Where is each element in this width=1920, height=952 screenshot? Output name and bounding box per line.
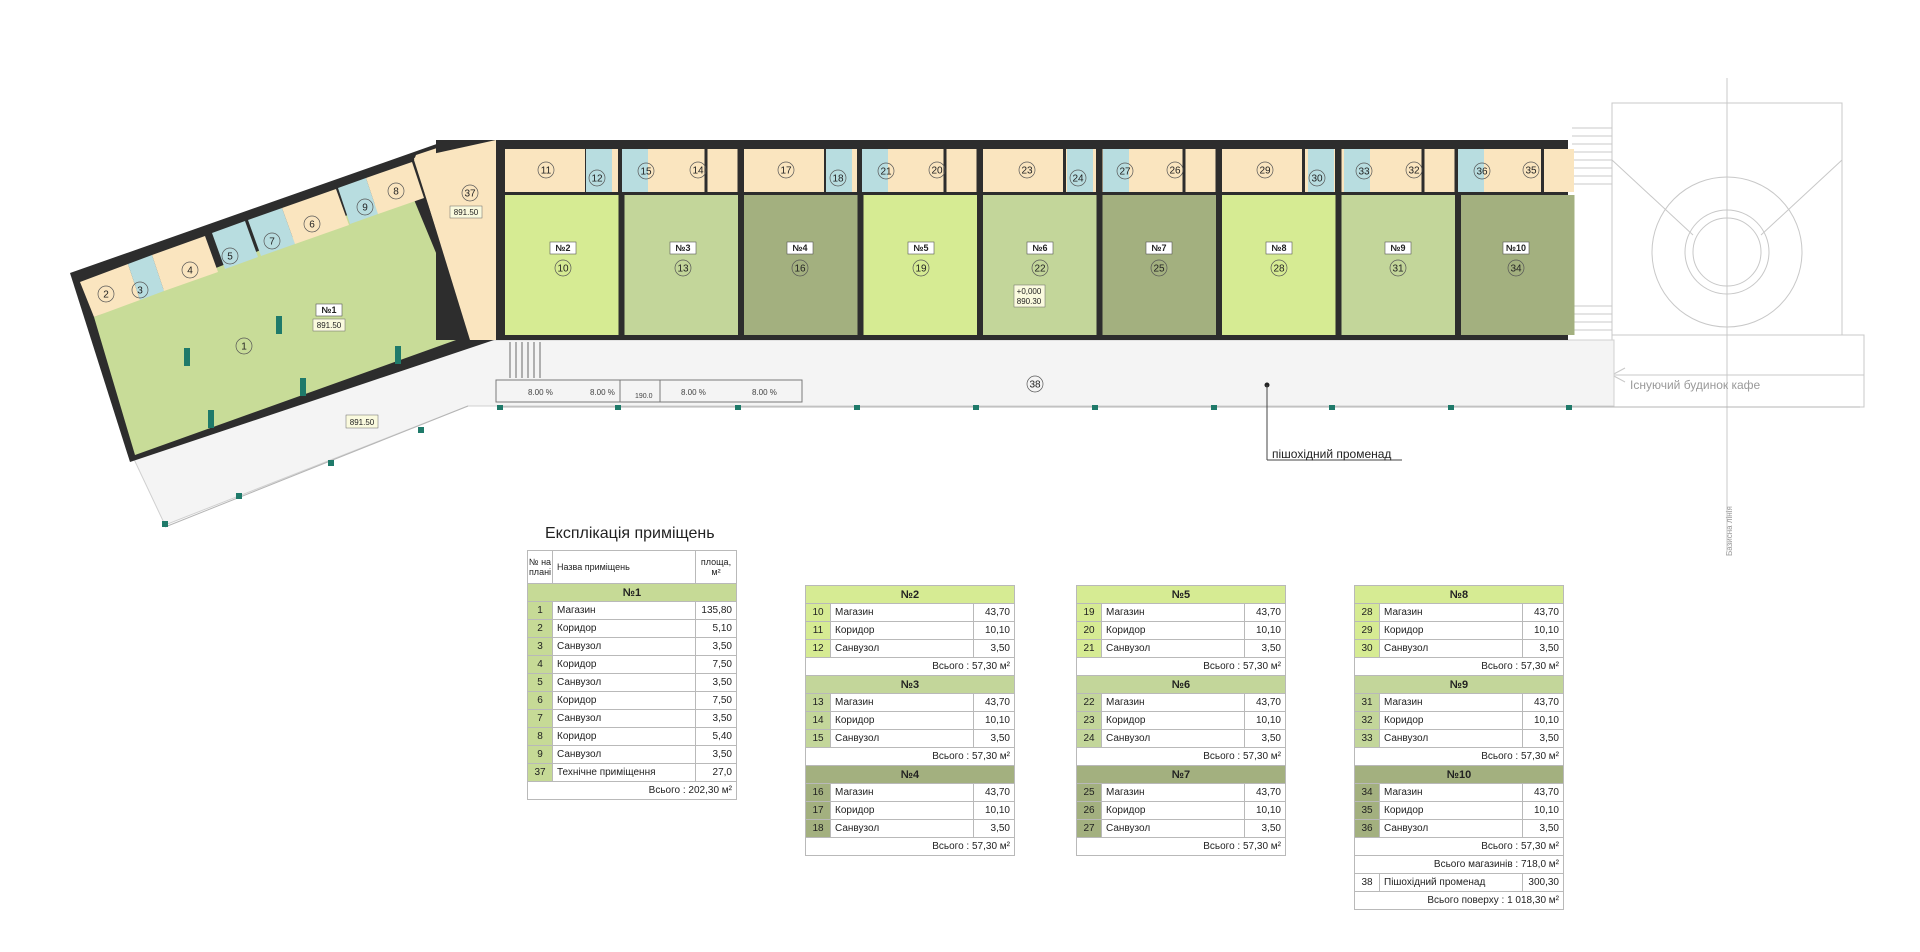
table-row — [806, 622, 1015, 640]
row-name: Магазин — [1380, 694, 1523, 712]
room-number: 25 — [1153, 263, 1165, 275]
total-row — [1355, 748, 1564, 766]
table-row — [1355, 604, 1564, 622]
unit-tag: №2 — [555, 243, 571, 253]
row-name: Санвузол — [1380, 820, 1523, 838]
row-no: 25 — [1077, 784, 1102, 802]
room-number: 5 — [227, 251, 233, 263]
room-number: 16 — [794, 263, 806, 275]
unit-tag: №1 — [321, 305, 337, 315]
row-area: 3,50 — [696, 674, 737, 692]
room-number: 10 — [557, 263, 569, 275]
row-no: 4 — [528, 656, 553, 674]
room-number: 14 — [692, 165, 704, 177]
row-area: 5,40 — [696, 728, 737, 746]
row-area: 43,70 — [1245, 604, 1286, 622]
row-name: Коридор — [1380, 802, 1523, 820]
row-no: 35 — [1355, 802, 1380, 820]
table-row — [1355, 730, 1564, 748]
row-name: Санвузол — [553, 746, 696, 764]
room-number: 27 — [1119, 166, 1131, 178]
cafe-label: Існуючий будинок кафе — [1630, 378, 1761, 392]
room-number: 29 — [1259, 165, 1271, 177]
row-name: Магазин — [831, 694, 974, 712]
table-row — [528, 746, 737, 764]
table-row — [806, 730, 1015, 748]
table-row — [1077, 622, 1286, 640]
table-row — [806, 640, 1015, 658]
unit-header: №9 — [1355, 676, 1564, 694]
row-no: 2 — [528, 620, 553, 638]
row-name: Магазин — [1380, 604, 1523, 622]
unit-tag: №8 — [1271, 243, 1287, 253]
row-name: Санвузол — [553, 638, 696, 656]
row-area: 3,50 — [696, 710, 737, 728]
unit-header-row — [528, 584, 737, 602]
table-row — [1077, 604, 1286, 622]
row-name: Санвузол — [553, 710, 696, 728]
row-name: Магазин — [1380, 784, 1523, 802]
unit-header: №6 — [1077, 676, 1286, 694]
row-no: 14 — [806, 712, 831, 730]
row-area: 43,70 — [974, 784, 1015, 802]
explication-table-col3 — [1076, 585, 1286, 856]
unit-header: №7 — [1077, 766, 1286, 784]
row-area: 10,10 — [974, 802, 1015, 820]
row-area: 3,50 — [974, 820, 1015, 838]
explication-table-col2 — [805, 585, 1015, 856]
row-no: 22 — [1077, 694, 1102, 712]
row-area: 43,70 — [1523, 604, 1564, 622]
row-area: 10,10 — [1523, 802, 1564, 820]
row-area: 3,50 — [1245, 640, 1286, 658]
room-number: 35 — [1525, 165, 1537, 177]
row-name: Санвузол — [1102, 730, 1245, 748]
unit-tag: №5 — [913, 243, 929, 253]
row-name: Коридор — [831, 622, 974, 640]
unit-header-row — [806, 586, 1015, 604]
table-row — [1077, 820, 1286, 838]
row-area: 43,70 — [1523, 694, 1564, 712]
row-area: 10,10 — [1245, 712, 1286, 730]
row-no: 10 — [806, 604, 831, 622]
row-no: 31 — [1355, 694, 1380, 712]
table-row — [1355, 622, 1564, 640]
table-row — [806, 802, 1015, 820]
row-area: 10,10 — [1523, 622, 1564, 640]
row-name: Магазин — [1102, 604, 1245, 622]
total-row — [806, 748, 1015, 766]
wc-block — [1308, 149, 1334, 192]
row-no: 38 — [1355, 874, 1380, 892]
floor-total-row — [1355, 892, 1564, 910]
unit-tag: №9 — [1390, 243, 1406, 253]
room-number: 11 — [540, 165, 552, 177]
table-row — [1077, 712, 1286, 730]
group-total: Всього : 57,30 м² — [1355, 838, 1564, 856]
row-name: Санвузол — [831, 640, 974, 658]
unit-tag: №4 — [792, 243, 808, 253]
unit-header: №2 — [806, 586, 1015, 604]
table-row — [528, 764, 737, 782]
room-number: 38 — [1029, 379, 1041, 391]
table-row — [1355, 784, 1564, 802]
wc-block — [826, 149, 852, 192]
unit-header: №10 — [1355, 766, 1564, 784]
row-area: 10,10 — [974, 712, 1015, 730]
row-no: 17 — [806, 802, 831, 820]
total-row — [528, 782, 737, 800]
total-row — [1077, 748, 1286, 766]
row-area: 300,30 — [1523, 874, 1564, 892]
row-no: 7 — [528, 710, 553, 728]
row-name: Санвузол — [831, 820, 974, 838]
row-area: 3,50 — [1245, 820, 1286, 838]
row-name: Магазин — [831, 784, 974, 802]
room-number: 24 — [1072, 173, 1084, 185]
row-area: 135,80 — [696, 602, 737, 620]
col-area-header: площа, м² — [696, 551, 737, 584]
row-name: Коридор — [1102, 712, 1245, 730]
total-row — [1077, 838, 1286, 856]
svg-text:891.50: 891.50 — [453, 208, 479, 217]
row-area: 10,10 — [1523, 712, 1564, 730]
unit-header-row — [1077, 676, 1286, 694]
room-number: 37 — [464, 188, 476, 200]
row-name: Коридор — [1102, 802, 1245, 820]
room-number: 13 — [677, 263, 689, 275]
col-no-header: № на плані — [528, 551, 553, 584]
group-total: Всього : 57,30 м² — [806, 838, 1015, 856]
row-name: Санвузол — [553, 674, 696, 692]
table-row — [528, 620, 737, 638]
row-area: 7,50 — [696, 692, 737, 710]
row-no: 5 — [528, 674, 553, 692]
row-name: Магазин — [1102, 694, 1245, 712]
room-number: 18 — [832, 173, 844, 185]
col-name-header: Назва приміщень — [553, 551, 696, 584]
room-number: 12 — [591, 173, 603, 185]
table-row — [528, 728, 737, 746]
row-no: 33 — [1355, 730, 1380, 748]
unit-header-row — [1355, 586, 1564, 604]
room-number: 31 — [1392, 263, 1404, 275]
explication-title: Експлікація приміщень — [545, 525, 715, 542]
table-row — [806, 604, 1015, 622]
room-number: 9 — [362, 202, 368, 214]
row-name: Магазин — [553, 602, 696, 620]
group-total: Всього : 202,30 м² — [528, 782, 737, 800]
row-name: Коридор — [1380, 712, 1523, 730]
promenade-label: пішохідний променад — [1272, 447, 1392, 461]
room-number: 30 — [1311, 173, 1323, 185]
room-number: 32 — [1408, 165, 1420, 177]
table-row — [1355, 640, 1564, 658]
row-area: 10,10 — [1245, 622, 1286, 640]
table-row — [1077, 802, 1286, 820]
row-no: 37 — [528, 764, 553, 782]
table-row — [1077, 784, 1286, 802]
table-row — [1355, 820, 1564, 838]
row-no: 9 — [528, 746, 553, 764]
unit-header-row — [1077, 766, 1286, 784]
row-area: 3,50 — [1245, 730, 1286, 748]
explication-table-col4 — [1354, 585, 1564, 910]
level-zero-tag — [1014, 285, 1045, 307]
group-total: Всього : 57,30 м² — [1355, 748, 1564, 766]
unit-header-row — [1355, 676, 1564, 694]
row-area: 43,70 — [1245, 694, 1286, 712]
row-no: 13 — [806, 694, 831, 712]
table-row — [1355, 802, 1564, 820]
ramp-slope-2: 8.00 % — [590, 388, 615, 397]
row-no: 3 — [528, 638, 553, 656]
unit-tag: №10 — [1505, 243, 1527, 253]
row-name: Пішохідний променад — [1380, 874, 1523, 892]
row-area: 10,10 — [1245, 802, 1286, 820]
room-number: 20 — [931, 165, 943, 177]
existing-stairs — [1572, 128, 1612, 330]
table-row — [806, 820, 1015, 838]
row-name: Санвузол — [831, 730, 974, 748]
total-row — [1355, 838, 1564, 856]
room-number: 34 — [1510, 263, 1522, 275]
row-name: Технічне приміщення — [553, 764, 696, 782]
row-no: 36 — [1355, 820, 1380, 838]
row-area: 27,0 — [696, 764, 737, 782]
promenade-row — [1355, 874, 1564, 892]
table-row — [528, 656, 737, 674]
group-total: Всього : 57,30 м² — [1077, 748, 1286, 766]
row-no: 20 — [1077, 622, 1102, 640]
group-total: Всього : 57,30 м² — [1355, 658, 1564, 676]
group-total: Всього : 57,30 м² — [1077, 838, 1286, 856]
room-number: 21 — [880, 166, 892, 178]
table-row — [1077, 730, 1286, 748]
unit-header-row — [1077, 586, 1286, 604]
unit-header: №3 — [806, 676, 1015, 694]
row-name: Коридор — [1102, 622, 1245, 640]
row-name: Санвузол — [1380, 730, 1523, 748]
group-total: Всього : 57,30 м² — [806, 658, 1015, 676]
table-row — [528, 692, 737, 710]
existing-cafe — [1610, 78, 1864, 552]
explication-table-unit1 — [527, 550, 737, 800]
level-tag-37 — [450, 206, 482, 218]
room-number: 15 — [640, 166, 652, 178]
room-number: 26 — [1169, 165, 1181, 177]
row-no: 1 — [528, 602, 553, 620]
row-no: 30 — [1355, 640, 1380, 658]
room-number: 8 — [393, 186, 399, 198]
row-no: 11 — [806, 622, 831, 640]
table-row — [806, 712, 1015, 730]
table-row — [528, 602, 737, 620]
room-number: 2 — [103, 289, 109, 301]
row-no: 27 — [1077, 820, 1102, 838]
unit-header: №5 — [1077, 586, 1286, 604]
row-area: 43,70 — [974, 604, 1015, 622]
svg-text:891.50: 891.50 — [316, 321, 342, 330]
row-area: 43,70 — [974, 694, 1015, 712]
unit-header-row — [806, 766, 1015, 784]
row-area: 7,50 — [696, 656, 737, 674]
row-no: 32 — [1355, 712, 1380, 730]
row-no: 24 — [1077, 730, 1102, 748]
unit-tag: №3 — [675, 243, 691, 253]
room-number: 22 — [1034, 263, 1046, 275]
total-row — [1077, 658, 1286, 676]
row-area: 10,10 — [974, 622, 1015, 640]
row-area: 3,50 — [1523, 640, 1564, 658]
row-name: Коридор — [553, 656, 696, 674]
room-number: 28 — [1273, 263, 1285, 275]
svg-text:891.50: 891.50 — [349, 418, 375, 427]
row-area: 43,70 — [1245, 784, 1286, 802]
table-row — [806, 694, 1015, 712]
table-row — [528, 710, 737, 728]
ramp-slope-1: 8.00 % — [528, 388, 553, 397]
room-number: 19 — [915, 263, 927, 275]
row-no: 8 — [528, 728, 553, 746]
row-area: 3,50 — [974, 730, 1015, 748]
room-number: 33 — [1358, 166, 1370, 178]
room-number: 3 — [137, 285, 143, 297]
floor-total-row-cell: Всього поверху : 1 018,30 м² — [1355, 892, 1564, 910]
row-name: Коридор — [553, 692, 696, 710]
row-name: Магазин — [831, 604, 974, 622]
shops-total-row — [1355, 856, 1564, 874]
row-area: 3,50 — [696, 746, 737, 764]
total-row — [1355, 658, 1564, 676]
baseline-axis-label: Базисна лінія — [1725, 506, 1734, 556]
group-total: Всього : 57,30 м² — [806, 748, 1015, 766]
room-number: 36 — [1476, 166, 1488, 178]
unit-tag: №7 — [1151, 243, 1167, 253]
ramp-mid-mark: 190.0 — [635, 393, 653, 400]
row-no: 12 — [806, 640, 831, 658]
ramp-slope-4: 8.00 % — [752, 388, 777, 397]
row-no: 34 — [1355, 784, 1380, 802]
room-number: 6 — [309, 219, 315, 231]
level-tag-unit1 — [313, 319, 345, 331]
row-no: 6 — [528, 692, 553, 710]
group-total: Всього : 57,30 м² — [1077, 658, 1286, 676]
row-no: 23 — [1077, 712, 1102, 730]
unit-header: №8 — [1355, 586, 1564, 604]
room-number: 7 — [269, 236, 275, 248]
row-no: 26 — [1077, 802, 1102, 820]
table-row — [1355, 694, 1564, 712]
row-area: 5,10 — [696, 620, 737, 638]
row-no: 19 — [1077, 604, 1102, 622]
room-number: 4 — [187, 265, 193, 277]
unit-header: №1 — [528, 584, 737, 602]
room-number: 17 — [780, 165, 792, 177]
row-name: Коридор — [553, 620, 696, 638]
row-no: 29 — [1355, 622, 1380, 640]
unit-header-row — [806, 676, 1015, 694]
row-no: 21 — [1077, 640, 1102, 658]
row-name: Коридор — [831, 712, 974, 730]
table-row — [1355, 712, 1564, 730]
level-tag-promenade — [346, 415, 378, 428]
table-row — [1077, 640, 1286, 658]
row-no: 15 — [806, 730, 831, 748]
row-area: 3,50 — [1523, 730, 1564, 748]
row-no: 18 — [806, 820, 831, 838]
unit-tag: №6 — [1032, 243, 1048, 253]
room-number: 1 — [241, 341, 247, 353]
row-area: 3,50 — [974, 640, 1015, 658]
row-name: Коридор — [1380, 622, 1523, 640]
row-area: 3,50 — [696, 638, 737, 656]
total-row — [806, 658, 1015, 676]
row-name: Коридор — [831, 802, 974, 820]
unit-header-row — [1355, 766, 1564, 784]
table-row — [806, 784, 1015, 802]
shops-total-row-cell: Всього магазинів : 718,0 м² — [1355, 856, 1564, 874]
table-row — [1077, 694, 1286, 712]
room-number: 23 — [1021, 165, 1033, 177]
unit-header: №4 — [806, 766, 1015, 784]
svg-text:890.30: 890.30 — [1016, 297, 1042, 306]
row-area: 43,70 — [1523, 784, 1564, 802]
row-name: Коридор — [553, 728, 696, 746]
table-row — [528, 674, 737, 692]
row-area: 3,50 — [1523, 820, 1564, 838]
svg-text:+0,000: +0,000 — [1016, 287, 1042, 296]
ramp-slope-3: 8.00 % — [681, 388, 706, 397]
row-name: Магазин — [1102, 784, 1245, 802]
row-name: Санвузол — [1102, 820, 1245, 838]
row-no: 28 — [1355, 604, 1380, 622]
row-no: 16 — [806, 784, 831, 802]
row-name: Санвузол — [1380, 640, 1523, 658]
table-row — [528, 638, 737, 656]
row-name: Санвузол — [1102, 640, 1245, 658]
total-row — [806, 838, 1015, 856]
